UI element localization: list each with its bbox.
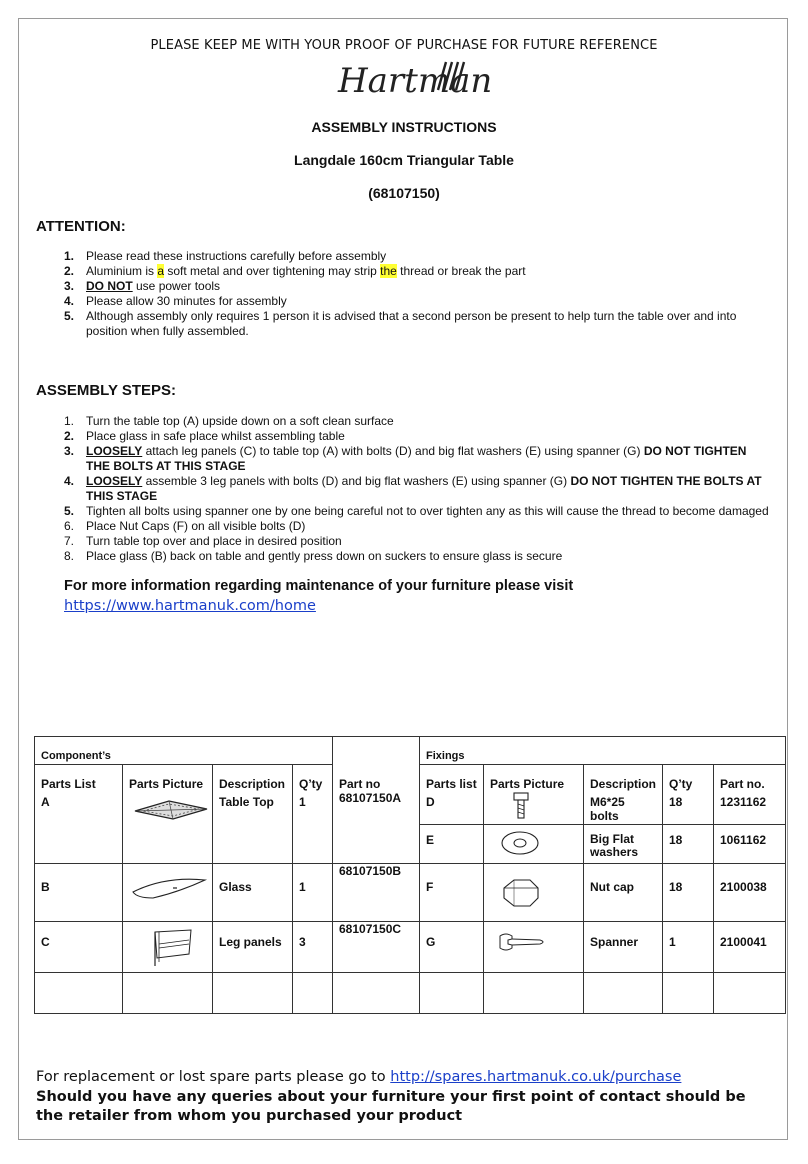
table-top-picture	[129, 791, 211, 831]
table-row: C Leg panels 3 68107150C G Spanner 1 2100041	[35, 922, 786, 973]
list-item: 6. Place Nut Caps (F) on all visible bolts (D)	[63, 519, 306, 533]
product-name: Langdale 160cm Triangular Table	[294, 152, 514, 168]
col-part-no: Part no	[333, 765, 420, 791]
leg-panel-picture	[129, 922, 211, 970]
table-header-row	[35, 765, 786, 791]
keep-notice: PLEASE KEEP ME WITH YOUR PROOF OF PURCHASE FOR FUTURE REFERENCE	[150, 38, 658, 53]
col-fx-description: Description	[584, 765, 663, 791]
table-row: B Glass 1 68107150B F Nut cap 18 2100038	[35, 863, 786, 922]
highlight: the	[380, 264, 397, 278]
list-item: 2. Aluminium is a soft metal and over tightening may strip the thread or break the part	[63, 264, 526, 278]
table-row-empty	[35, 973, 786, 1014]
maintenance-link[interactable]: https://www.hartmanuk.com/home	[64, 598, 316, 614]
list-item: 7. Turn table top over and place in desired position	[63, 534, 342, 548]
list-item: 3. DO NOT use power tools	[63, 279, 221, 293]
list-item: 5. Although assembly only requires 1 person it is advised that a second person be present to help turn the table over and into position when fully assembled.	[63, 309, 737, 338]
assembly-steps-list	[60, 414, 770, 564]
col-parts-picture: Parts Picture	[123, 765, 213, 791]
col-qty: Q’ty	[293, 765, 333, 791]
maintenance-text: For more information regarding maintenance of your furniture please visit	[64, 578, 574, 594]
washer-picture	[490, 825, 550, 859]
parts-table	[34, 736, 786, 1014]
logo-wordmark: Hartman	[338, 61, 493, 101]
list-item: 8. Place glass (B) back on table and gently press down on suckers to ensure glass is secure	[63, 549, 563, 563]
attention-list	[60, 249, 775, 339]
table-section-row	[35, 737, 786, 765]
table-row: E Big Flat washers 18 1061162	[35, 824, 786, 863]
fixings-label: Fixings	[420, 737, 786, 765]
spares-line: For replacement or lost spare parts please go to http://spares.hartmanuk.co.uk/purchase	[36, 1069, 682, 1085]
queries-text: Should you have any queries about your furniture your first point of contact should be the retailer from whom you purchased your product	[36, 1089, 746, 1124]
list-item: 4. Please allow 30 minutes for assembly	[63, 294, 287, 308]
list-item: 2. Place glass in safe place whilst assembling table	[63, 429, 345, 443]
col-fx-parts-picture: Parts Picture	[484, 765, 584, 791]
list-item: 1. Please read these instructions carefully before assembly	[63, 249, 387, 263]
attention-heading: ATTENTION:	[36, 218, 126, 235]
nut-cap-picture	[490, 864, 550, 916]
col-fx-part-no: Part no.	[714, 765, 786, 791]
col-fx-parts-list: Parts list	[420, 765, 484, 791]
col-fx-qty: Q’ty	[663, 765, 714, 791]
list-item: 3. LOOSELY attach leg panels (C) to table top (A) with bolts (D) and big flat washers (E) using spanner (G) DO NOT TIGHTEN THE BOLTS AT THIS STAGE	[63, 444, 747, 473]
hartman-logo	[330, 54, 493, 104]
components-label: Component’s	[35, 737, 333, 765]
list-item: 5. Tighten all bolts using spanner one by one being careful not to over tighten any as this will cause the thread to become damaged	[63, 504, 769, 518]
spanner-picture	[490, 922, 550, 962]
col-parts-list: Parts List	[35, 765, 123, 791]
list-item: 4. LOOSELY assemble 3 leg panels with bolts (D) and big flat washers (E) using spanner (G) DO NOT TIGHTEN THE BOLTS AT THIS STAGE	[63, 474, 762, 503]
col-description: Description	[213, 765, 293, 791]
spares-link[interactable]: http://spares.hartmanuk.co.uk/purchase	[390, 1069, 682, 1085]
table-row: A Table Top 1 68107150A D M6*25 bolts 18 1231162	[35, 791, 786, 824]
assembly-steps-heading: ASSEMBLY STEPS:	[36, 382, 177, 399]
bolt-picture	[490, 791, 550, 821]
product-code: (68107150)	[368, 185, 440, 201]
list-item: 1. Turn the table top (A) upside down on a soft clean surface	[63, 414, 394, 428]
assembly-instructions-title: ASSEMBLY INSTRUCTIONS	[311, 119, 497, 135]
highlight: a	[157, 264, 165, 278]
glass-picture	[129, 864, 211, 914]
